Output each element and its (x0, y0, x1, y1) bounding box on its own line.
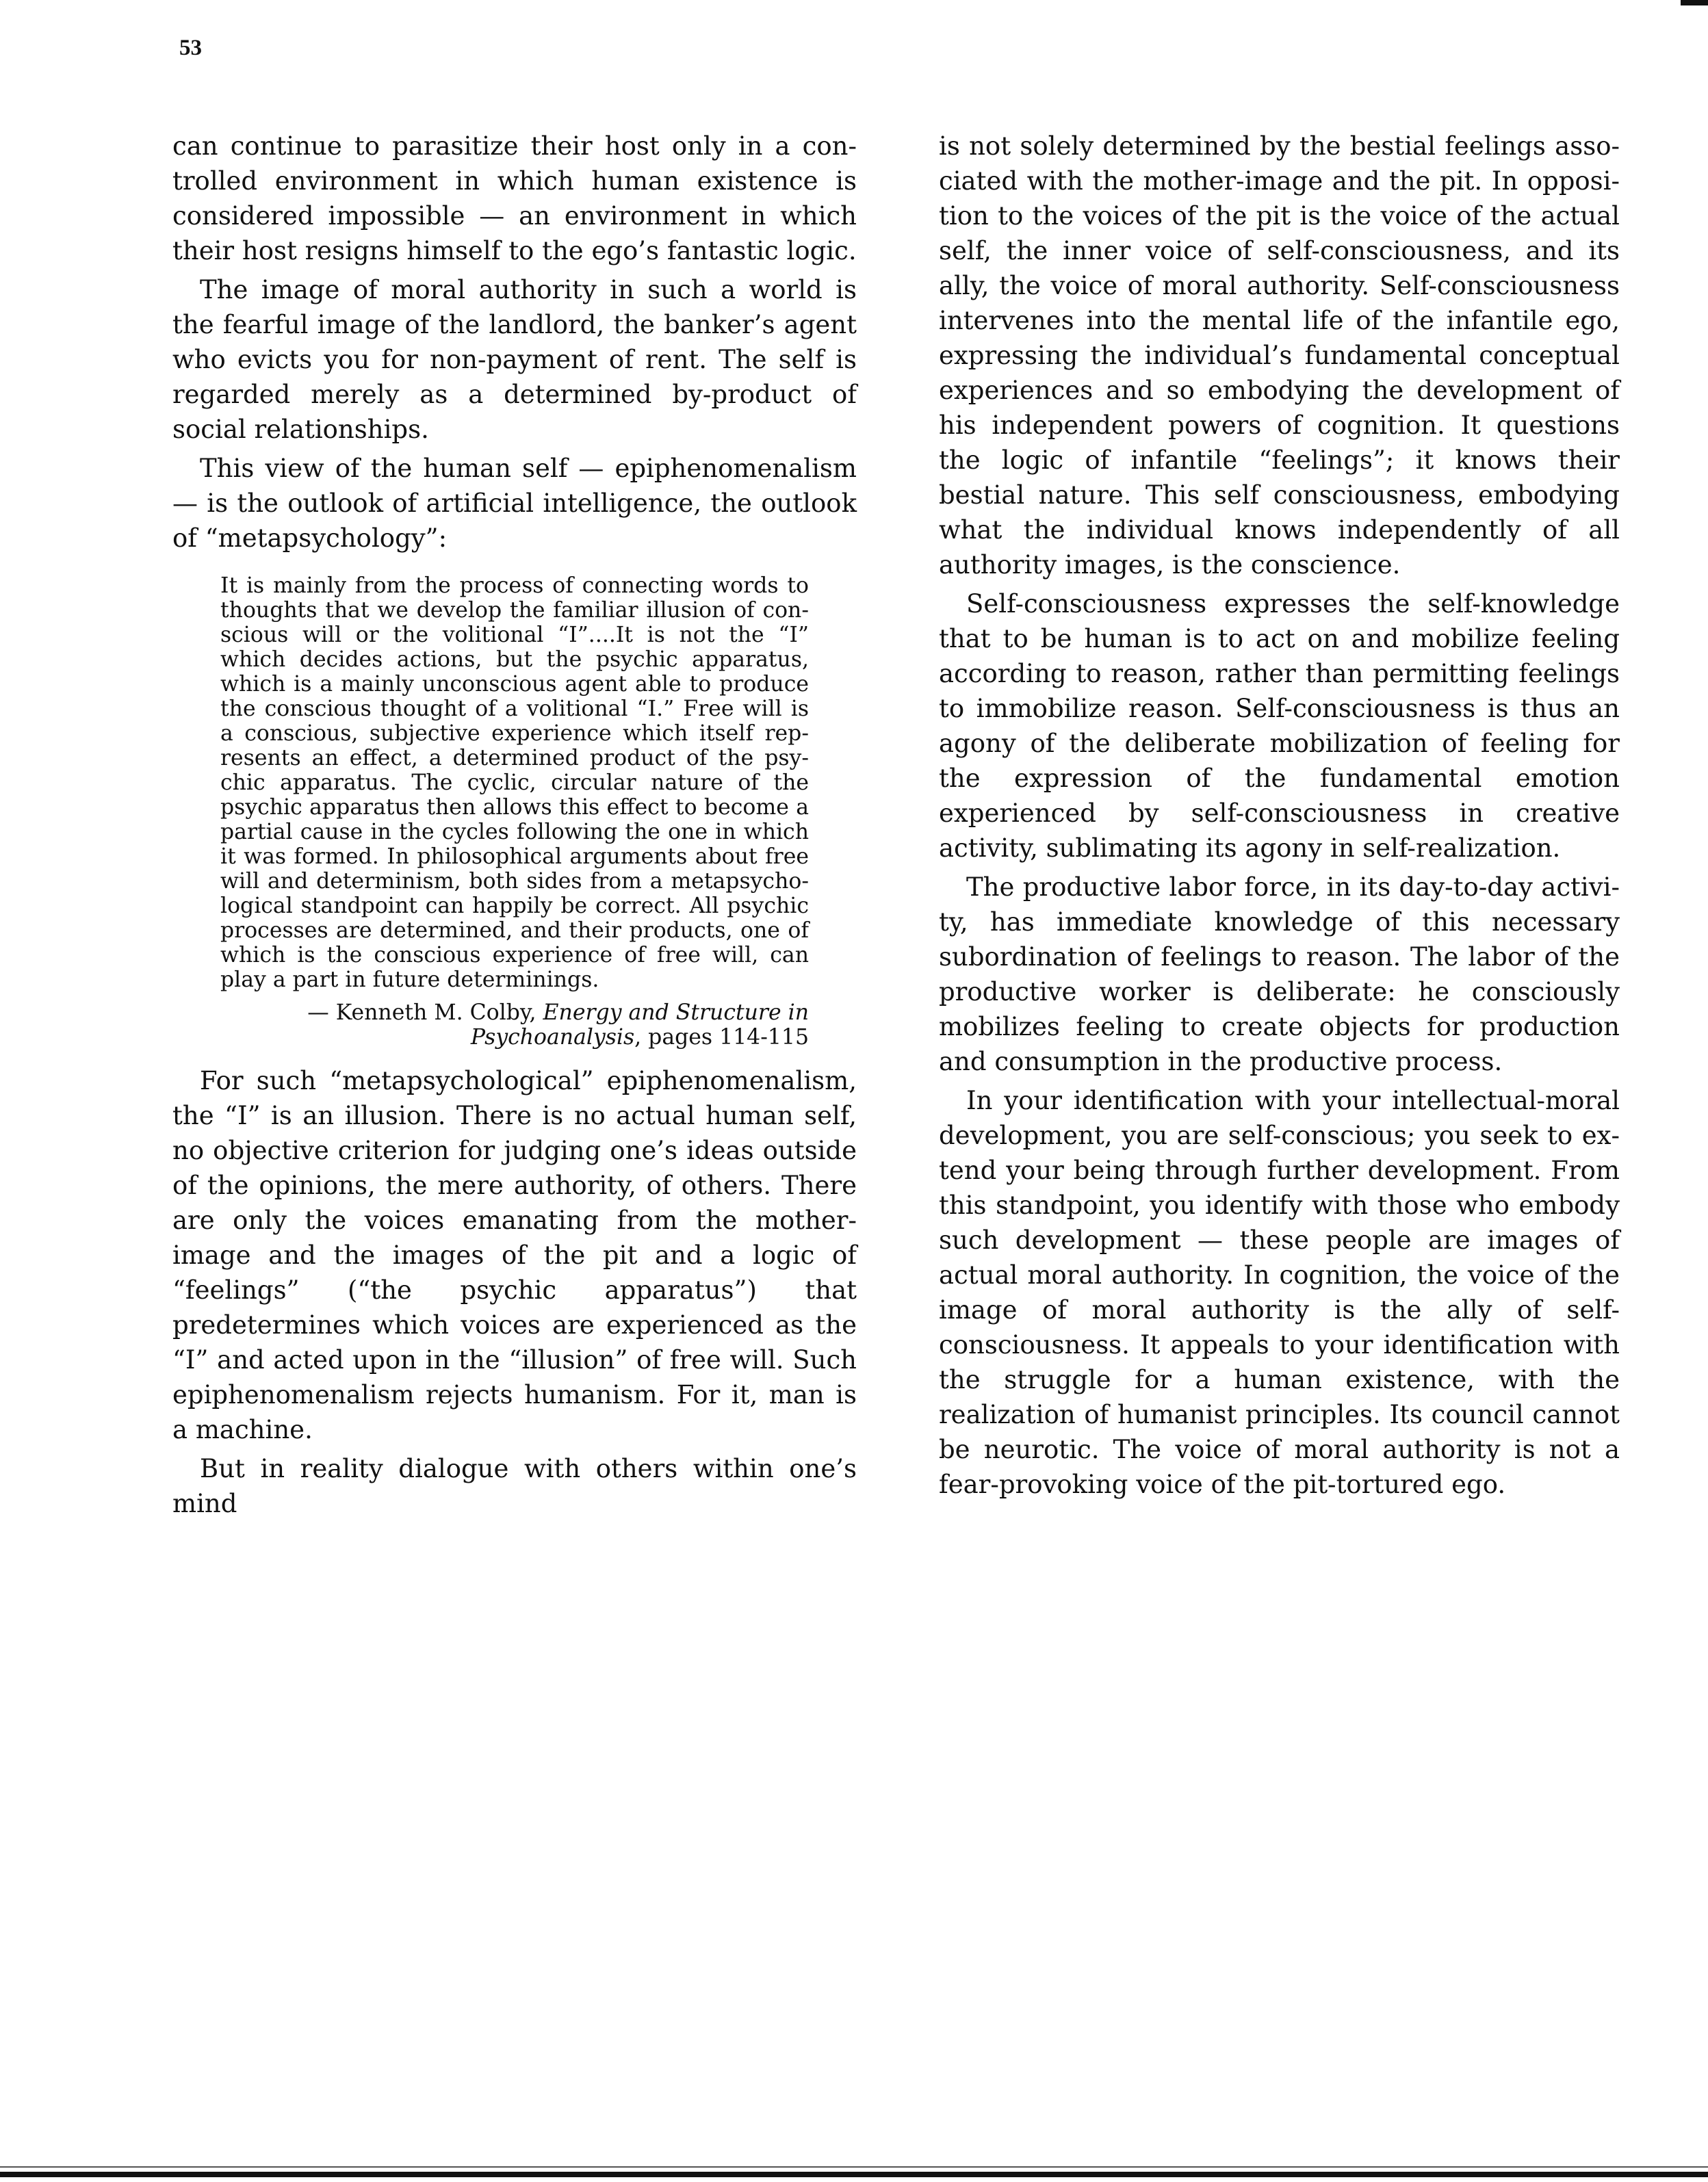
left-column (172, 129, 857, 1525)
scan-bottom-border (0, 2172, 1708, 2177)
block-quote (220, 573, 809, 1050)
scan-edge-line (0, 2166, 1708, 2168)
paragraph: In your identification with your intellectual-moral development, you are self-conscious; you seek to extend your being through further development. From this standpoint, you identify with those who embody such development — these people are images of actual moral authority. In cognition, the voice of the image of moral authority is the ally of self-consciousness. It appeals to your identification with the struggle for a human existence, with the realization of humanist principles. Its council cannot be neurotic. The voice of moral authority is not a fear-provoking voice of the pit-tortured ego. (939, 1086, 1620, 1499)
quote-text: It is mainly from the process of connecting words to thoughts that we develop the familiar illusion of conscious will or the volitional “I”....It is not the “I” which decides actions, but the psychic apparatus, which is a mainly unconscious agent able to produce the conscious thought of a volitional “I.” Free will is a conscious, subjective experience which itself represents an effect, a determined product of the psychic apparatus. The cyclic, circular nature of the psychic apparatus then allows this effect to become a partial cause in the cycles following the one in which it was formed. In philosophical arguments about free will and determinism, both sides from a metapsychological standpoint can happily be correct. All psychic processes are determined, and their products, one of which is the conscious experience of free will, can play a part in future determinings. (220, 573, 809, 992)
scan-corner-mark (1681, 0, 1708, 5)
page-number: 53 (179, 36, 202, 60)
attribution-work-title: Energy and Structure in Psychoanalysis (470, 1000, 809, 1050)
paragraph: Self-consciousness expresses the self-knowledge that to be human is to act on and mobilize feeling according to reason, rather than permitting feelings to immobilize reason. Self-consciousness is thus an agony of the deliberate mobilization of feeling for the expression of the fundamental emotion experienced by self-consciousness in creative activity, sublimating its agony in self-realization. (939, 589, 1620, 863)
attribution-pages: , pages 114-115 (634, 1025, 809, 1050)
attribution-author: — Kenneth M. Colby, (307, 1000, 543, 1025)
right-column (939, 129, 1620, 1506)
paragraph: But in reality dialogue with others within one’s mind (172, 1454, 857, 1518)
paragraph: The image of moral authority in such a world is the fearful image of the landlord, the banker’s agent who evicts you for non-payment of rent. The self is regarded merely as a determined by-product of social relationships. (172, 275, 857, 444)
paragraph: For such “metapsychological” epiphenomenalism, the “I” is an illusion. There is no actual human self, no objective criterion for judging one’s ideas outside of the opinions, the mere authority, of others. There are only the voices emanating from the mother-image and the images of the pit and a logic of “feelings” (“the psychic apparatus”) that predetermines which voices are experienced as the “I” and acted upon in the “illusion” of free will. Such epiphenomenalism rejects humanism. For it, man is a machine. (172, 1066, 857, 1444)
paragraph: can continue to parasitize their host only in a controlled environment in which human existence is considered impossible — an environment in which their host resigns himself to the ego’s fantastic logic. (172, 131, 857, 265)
paragraph: This view of the human self — epiphenomenalism — is the outlook of artificial intelligence, the outlook of “metapsychology”: (172, 454, 857, 553)
quote-attribution (220, 1000, 809, 1050)
paragraph: The productive labor force, in its day-to-day activity, has immediate knowledge of this necessary subordination of feelings to reason. The labor of the productive worker is deliberate: he consciously mobilizes feeling to create objects for production and consumption in the productive process. (939, 872, 1620, 1076)
paragraph: is not solely determined by the bestial feelings associated with the mother-image and the pit. In opposition to the voices of the pit is the voice of the actual self, the inner voice of self-consciousness, and its ally, the voice of moral authority. Self-consciousness intervenes into the mental life of the infantile ego, expressing the individual’s fundamental conceptual experiences and so embodying the development of his independent powers of cognition. It questions the logic of infantile “feelings”; it knows their bestial nature. This self consciousness, embodying what the individual knows independently of all authority images, is the conscience. (939, 131, 1620, 580)
